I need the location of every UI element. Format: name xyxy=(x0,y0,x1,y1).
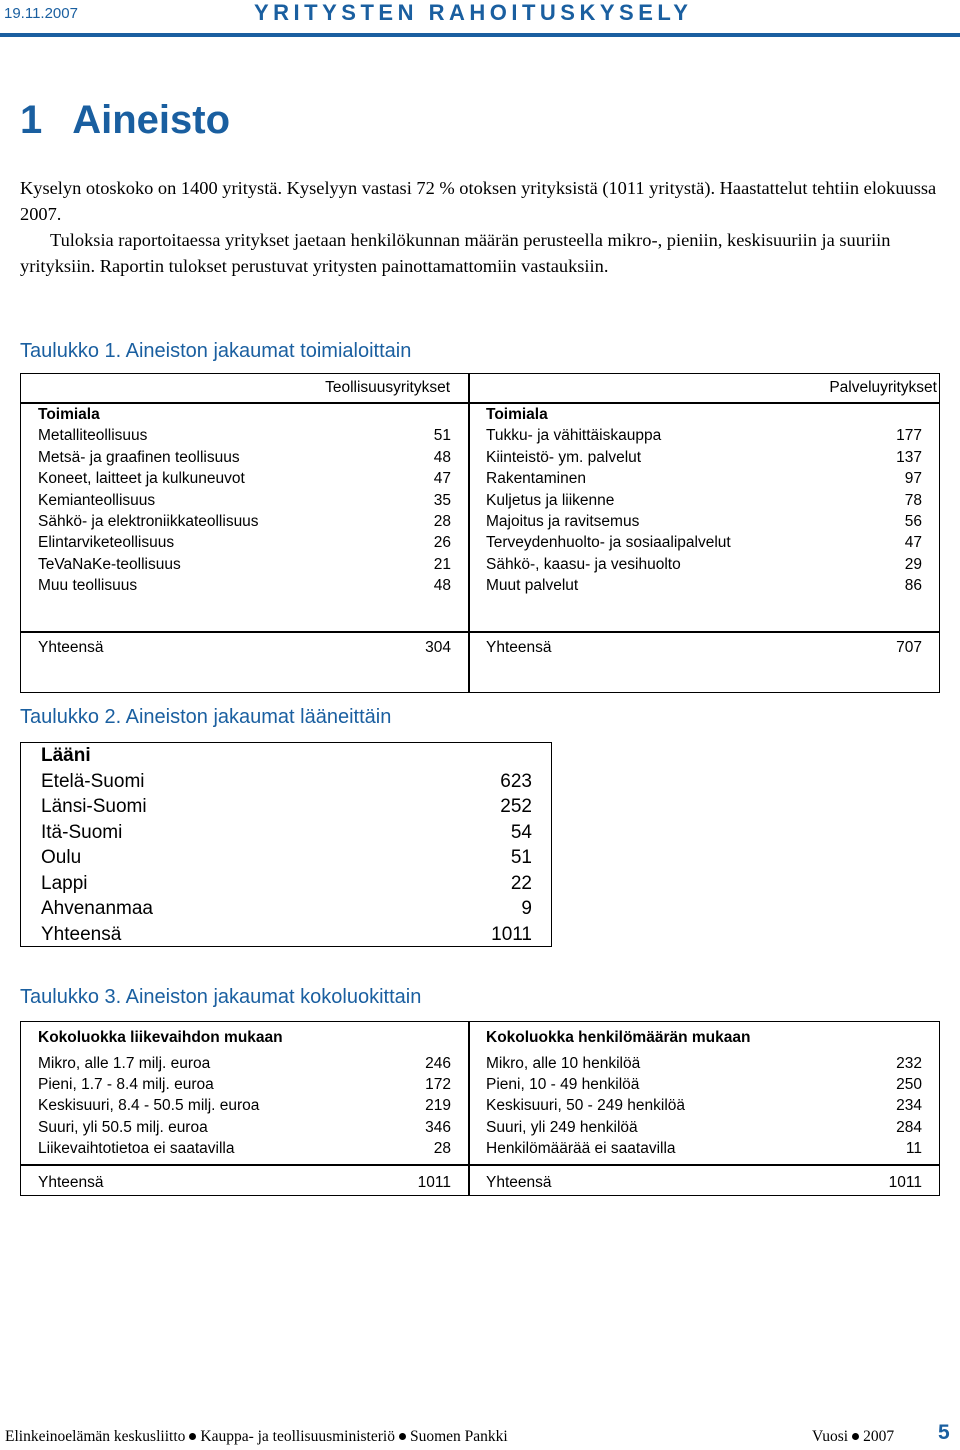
table-row: Kuljetus ja liikenne 78 xyxy=(486,491,922,509)
footer-year xyxy=(812,1428,894,1446)
table1-right-total: Yhteensä 707 xyxy=(486,639,922,656)
header-date: 19.11.2007 xyxy=(4,5,78,22)
table2-header: Lääni xyxy=(41,745,91,766)
table3-left-column xyxy=(38,1029,451,1164)
table1-right-header: Toimiala xyxy=(486,406,548,423)
chapter-title: Aineisto xyxy=(72,98,231,142)
chapter-heading xyxy=(20,98,230,143)
table-row: Kiinteistö- ym. palvelut 137 xyxy=(486,448,922,466)
header-rule xyxy=(0,33,960,37)
table3 xyxy=(20,1021,940,1196)
table-row: Keskisuuri, 8.4 - 50.5 milj. euroa 219 xyxy=(38,1097,451,1115)
table-row: Pieni, 1.7 - 8.4 milj. euroa 172 xyxy=(38,1075,451,1093)
table-row: Keskisuuri, 50 - 249 henkilöä 234 xyxy=(486,1097,922,1115)
table-row: Metalliteollisuus 51 xyxy=(38,427,451,445)
table3-caption: Taulukko 3. Aineiston jakaumat kokoluokittain xyxy=(20,986,422,1008)
table-row: Etelä-Suomi 623 xyxy=(41,770,532,792)
footer-org-1: Elinkeinoelämän keskusliitto xyxy=(5,1428,186,1445)
table-row: Suuri, yli 249 henkilöä 284 xyxy=(486,1118,922,1136)
table1-caption: Taulukko 1. Aineiston jakaumat toimialoittain xyxy=(20,340,412,362)
table-row: Koneet, laitteet ja kulkuneuvot 47 xyxy=(38,470,451,488)
page-number: 5 xyxy=(938,1421,950,1444)
table-row: Henkilömäärää ei saatavilla 11 xyxy=(486,1140,922,1158)
bullet-icon xyxy=(399,1433,406,1440)
table1-left-header: Toimiala xyxy=(38,406,100,423)
table1-left-column xyxy=(38,406,451,636)
table2 xyxy=(20,742,552,947)
footer-year-value: 2007 xyxy=(863,1428,895,1445)
table-row: Muut palvelut 86 xyxy=(486,577,922,595)
table-row: Elintarviketeollisuus 26 xyxy=(38,534,451,552)
table2-caption: Taulukko 2. Aineiston jakaumat lääneittäin xyxy=(20,706,392,728)
table-row: Itä-Suomi 54 xyxy=(41,821,532,843)
table-row: Mikro, alle 1.7 milj. euroa 246 xyxy=(38,1054,451,1072)
intro-paragraph-1: Kyselyn otoskoko on 1400 yritystä. Kyselyyn vastasi 72 % otoksen yrityksistä (1011 yritystä). Haastattelut tehtiin elokuussa 2007. xyxy=(20,178,937,224)
intro-paragraph-2: Tuloksia raportoitaessa yritykset jaetaan henkilökunnan määrän perusteella mikro-, pieniin, keskisuuriin ja suuriin yrityksiin. Raportin tulokset perustuvat yritysten painottamattomiin vastauksiin. xyxy=(20,230,891,276)
table-row: Sähkö-, kaasu- ja vesihuolto 29 xyxy=(486,555,922,573)
table-row: Pieni, 10 - 49 henkilöä 250 xyxy=(486,1075,922,1093)
table1-right-group: Palveluyritykset xyxy=(829,379,937,396)
table1-right-column xyxy=(486,406,922,636)
table1 xyxy=(20,373,940,693)
table-row: Ahvenanmaa 9 xyxy=(41,898,532,919)
table-row: Rakentaminen 97 xyxy=(486,470,922,488)
footer-org-2: Kauppa- ja teollisuusministeriö xyxy=(200,1428,395,1445)
table-row: Majoitus ja ravitsemus 56 xyxy=(486,513,922,530)
table1-left-total: Yhteensä 304 xyxy=(38,639,451,656)
table-row: Yhteensä 1011 xyxy=(41,923,532,945)
table3-right-column xyxy=(486,1029,922,1164)
table-row: Lappi 22 xyxy=(41,872,532,894)
table-row: Mikro, alle 10 henkilöä 232 xyxy=(486,1054,922,1072)
table-row: Länsi-Suomi 252 xyxy=(41,796,532,817)
table-row: Liikevaihtotietoa ei saatavilla 28 xyxy=(38,1140,451,1158)
table1-left-group: Teollisuusyritykset xyxy=(325,379,450,396)
header-title: YRITYSTEN RAHOITUSKYSELY xyxy=(254,0,693,25)
bullet-icon xyxy=(852,1433,859,1440)
table3-left-total: Yhteensä 1011 xyxy=(38,1174,451,1191)
table-row: Tukku- ja vähittäiskauppa 177 xyxy=(486,427,922,445)
table-row: Muu teollisuus 48 xyxy=(38,577,451,595)
table-row: Suuri, yli 50.5 milj. euroa 346 xyxy=(38,1118,451,1136)
table-row: Terveydenhuolto- ja sosiaalipalvelut 47 xyxy=(486,534,922,552)
bullet-icon xyxy=(189,1433,196,1440)
chapter-number: 1 xyxy=(20,98,43,142)
table-row: Kemianteollisuus 35 xyxy=(38,491,451,509)
footer-org-3: Suomen Pankki xyxy=(409,1428,508,1445)
intro-text xyxy=(20,175,940,279)
table-row: Metsä- ja graafinen teollisuus 48 xyxy=(38,448,451,466)
table3-right-header: Kokoluokka henkilömäärän mukaan xyxy=(486,1029,751,1046)
table-row: Oulu 51 xyxy=(41,847,532,868)
table-row: Sähkö- ja elektroniikkateollisuus 28 xyxy=(38,513,451,530)
table3-left-header: Kokoluokka liikevaihdon mukaan xyxy=(38,1029,283,1046)
table-row: TeVaNaKe-teollisuus 21 xyxy=(38,555,451,573)
table3-right-total: Yhteensä 1011 xyxy=(486,1174,922,1191)
footer-organizations xyxy=(5,1428,508,1446)
table2-body xyxy=(41,745,532,945)
footer-year-label: Vuosi xyxy=(812,1428,849,1445)
